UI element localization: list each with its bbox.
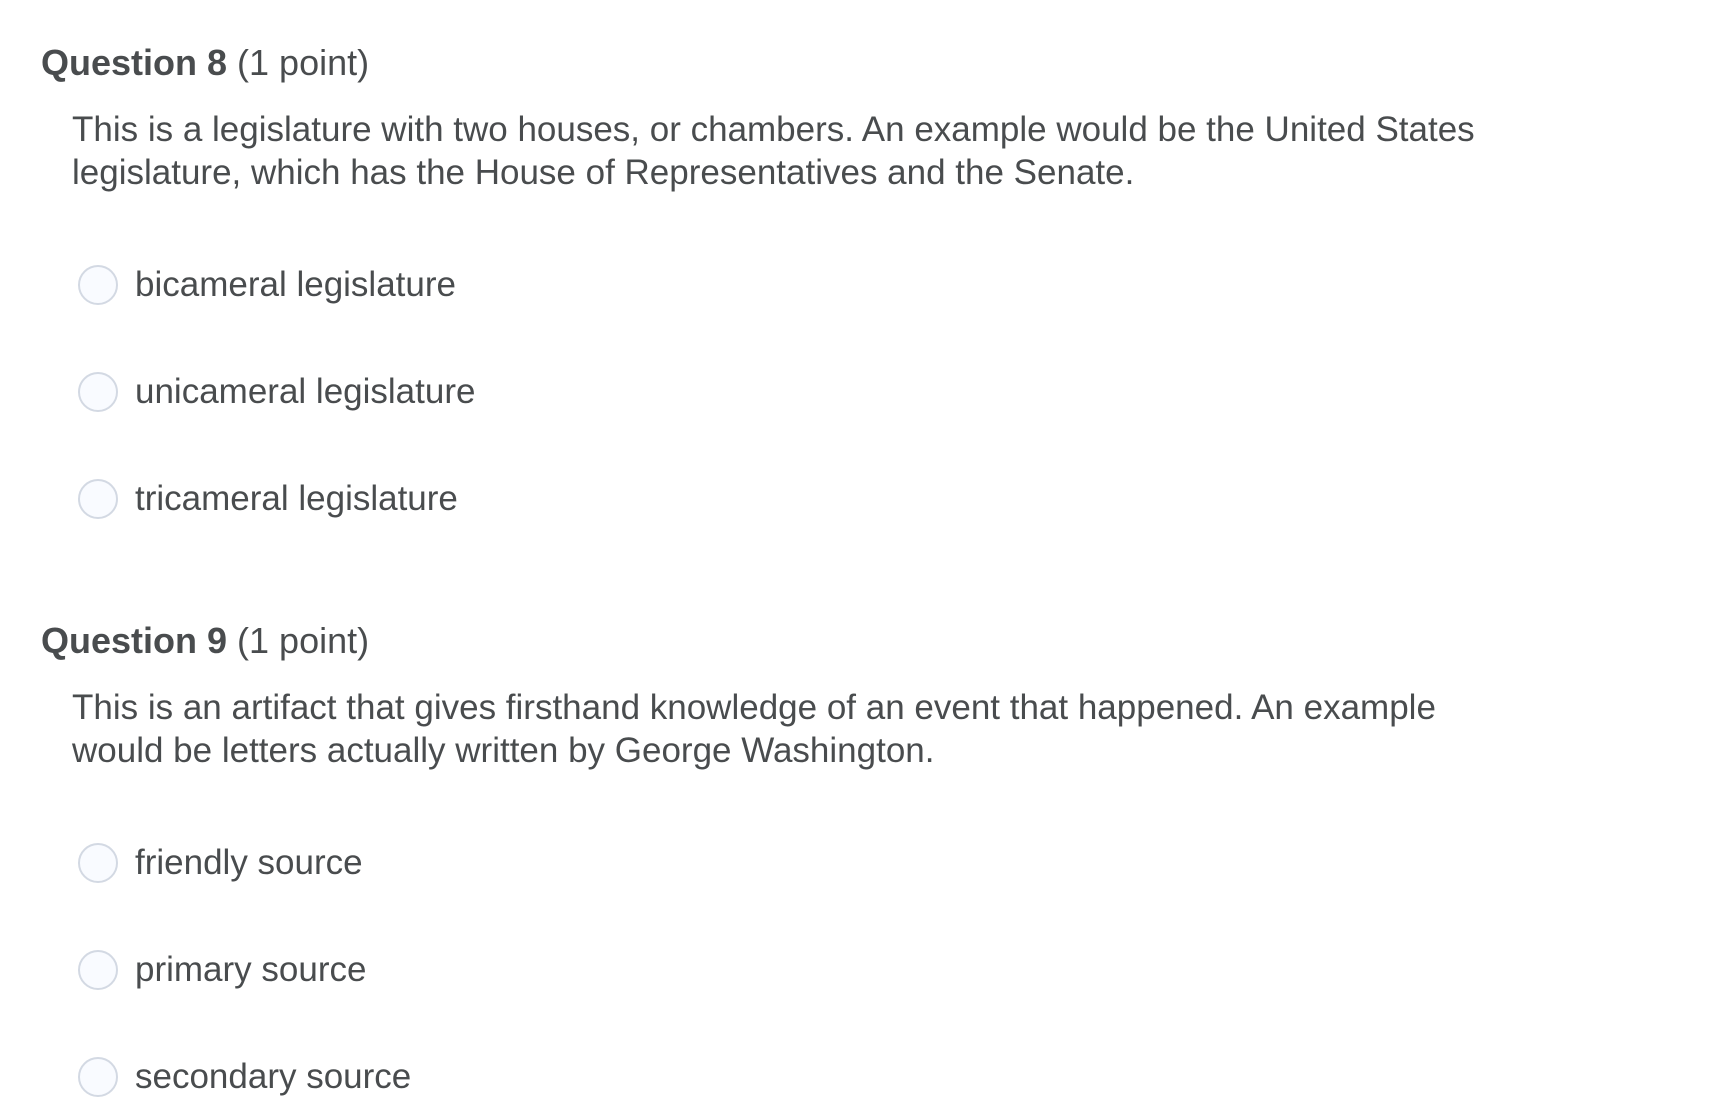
radio-button[interactable] — [78, 479, 118, 519]
question-prompt — [72, 108, 1492, 194]
answer-option-bicameral-legislature[interactable] — [78, 261, 778, 309]
radio-button[interactable] — [78, 950, 118, 990]
answer-option-label: tricameral legislature — [135, 479, 458, 518]
question-prompt — [72, 686, 1492, 772]
question-prompt-line: legislature, which has the House of Representatives and the Senate. — [72, 153, 1135, 192]
question-heading — [41, 618, 369, 664]
question-points: (1 point) — [237, 42, 370, 83]
answer-option-primary-source[interactable] — [78, 946, 778, 994]
answer-option-secondary-source[interactable] — [78, 1053, 778, 1101]
answer-option-label: secondary source — [135, 1057, 412, 1096]
radio-button[interactable] — [78, 372, 118, 412]
question-prompt-line: This is a legislature with two houses, or chambers. An example would be the United States — [72, 110, 1475, 149]
radio-button[interactable] — [78, 1057, 118, 1097]
question-heading — [41, 40, 369, 86]
answer-option-tricameral-legislature[interactable] — [78, 475, 778, 523]
radio-button[interactable] — [78, 265, 118, 305]
answer-option-label: bicameral legislature — [135, 265, 456, 304]
radio-button[interactable] — [78, 843, 118, 883]
question-prompt-line: This is an artifact that gives firsthand knowledge of an event that happened. An example — [72, 688, 1436, 727]
question-prompt-line: would be letters actually written by George Washington. — [72, 731, 935, 770]
question-number: Question 9 — [41, 620, 228, 661]
answer-option-unicameral-legislature[interactable] — [78, 368, 778, 416]
answer-option-label: unicameral legislature — [135, 372, 476, 411]
answer-option-label: friendly source — [135, 843, 363, 882]
question-points: (1 point) — [237, 620, 370, 661]
question-number: Question 8 — [41, 42, 228, 83]
answer-option-friendly-source[interactable] — [78, 839, 778, 887]
answer-option-label: primary source — [135, 950, 367, 989]
